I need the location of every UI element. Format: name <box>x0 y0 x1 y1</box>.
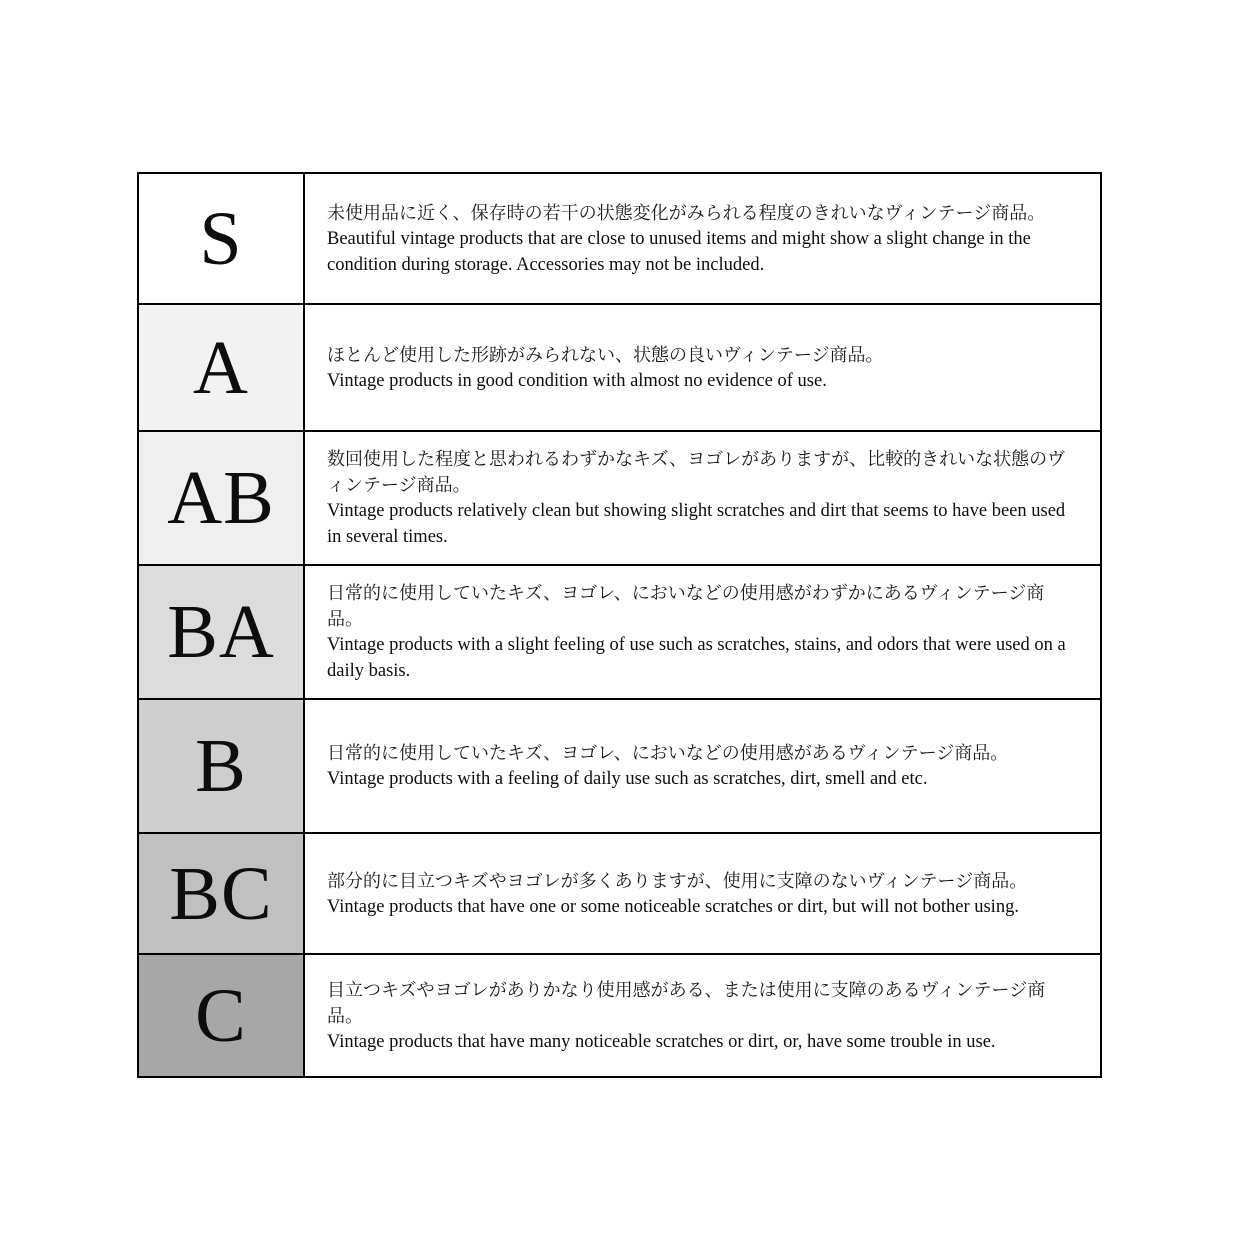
description-cell <box>304 431 1101 565</box>
grade-cell-ab: AB <box>138 431 304 565</box>
description-japanese: 日常的に使用していたキズ、ヨゴレ、においなどの使用感がわずかにあるヴィンテージ商品。 <box>327 583 1045 629</box>
grade-cell-ba: BA <box>138 565 304 699</box>
description-cell <box>304 565 1101 699</box>
grade-cell-bc: BC <box>138 833 304 954</box>
description-japanese: ほとんど使用した形跡がみられない、状態の良いヴィンテージ商品。 <box>327 344 884 365</box>
description-english: Vintage products that have many noticeable scratches or dirt, or, have some trouble in use. <box>327 1031 996 1052</box>
description-japanese: 数回使用した程度と思われるわずかなキズ、ヨゴレがありますが、比較的きれいな状態のヴィンテージ商品。 <box>327 449 1066 495</box>
description-english: Vintage products with a feeling of daily use such as scratches, dirt, smell and etc. <box>327 769 928 789</box>
table-row <box>138 833 1101 954</box>
description-cell <box>304 304 1101 431</box>
grade-cell-s: S <box>138 173 304 304</box>
table-row <box>138 954 1101 1077</box>
table-row <box>138 431 1101 565</box>
condition-grade-table <box>137 172 1102 1078</box>
description-cell <box>304 954 1101 1077</box>
grade-cell-b: B <box>138 699 304 833</box>
description-english: Beautiful vintage products that are close to unused items and might show a slight change in the condition during storage. Accessories may not be included. <box>327 228 1031 275</box>
description-japanese: 部分的に目立つキズやヨゴレが多くありますが、使用に支障のないヴィンテージ商品。 <box>327 870 1028 891</box>
description-cell <box>304 833 1101 954</box>
description-cell <box>304 173 1101 304</box>
description-english: Vintage products in good condition with almost no evidence of use. <box>327 370 827 391</box>
description-japanese: 未使用品に近く、保存時の若干の状態変化がみられる程度のきれいなヴィンテージ商品。 <box>327 202 1046 223</box>
description-english: Vintage products relatively clean but showing slight scratches and dirt that seems to have been used in several times. <box>327 501 1066 547</box>
description-cell <box>304 699 1101 833</box>
description-japanese: 目立つキズやヨゴレがありかなり使用感がある、または使用に支障のあるヴィンテージ商品。 <box>327 979 1046 1026</box>
description-english: Vintage products with a slight feeling of use such as scratches, stains, and odors that were used on a daily basis. <box>327 635 1066 681</box>
table-row <box>138 173 1101 304</box>
description-japanese: 日常的に使用していたキズ、ヨゴレ、においなどの使用感があるヴィンテージ商品。 <box>327 743 1009 763</box>
table-row <box>138 565 1101 699</box>
table-row <box>138 304 1101 431</box>
grade-cell-c: C <box>138 954 304 1077</box>
description-english: Vintage products that have one or some noticeable scratches or dirt, but will not bother using. <box>327 896 1019 917</box>
table-row <box>138 699 1101 833</box>
grade-cell-a: A <box>138 304 304 431</box>
